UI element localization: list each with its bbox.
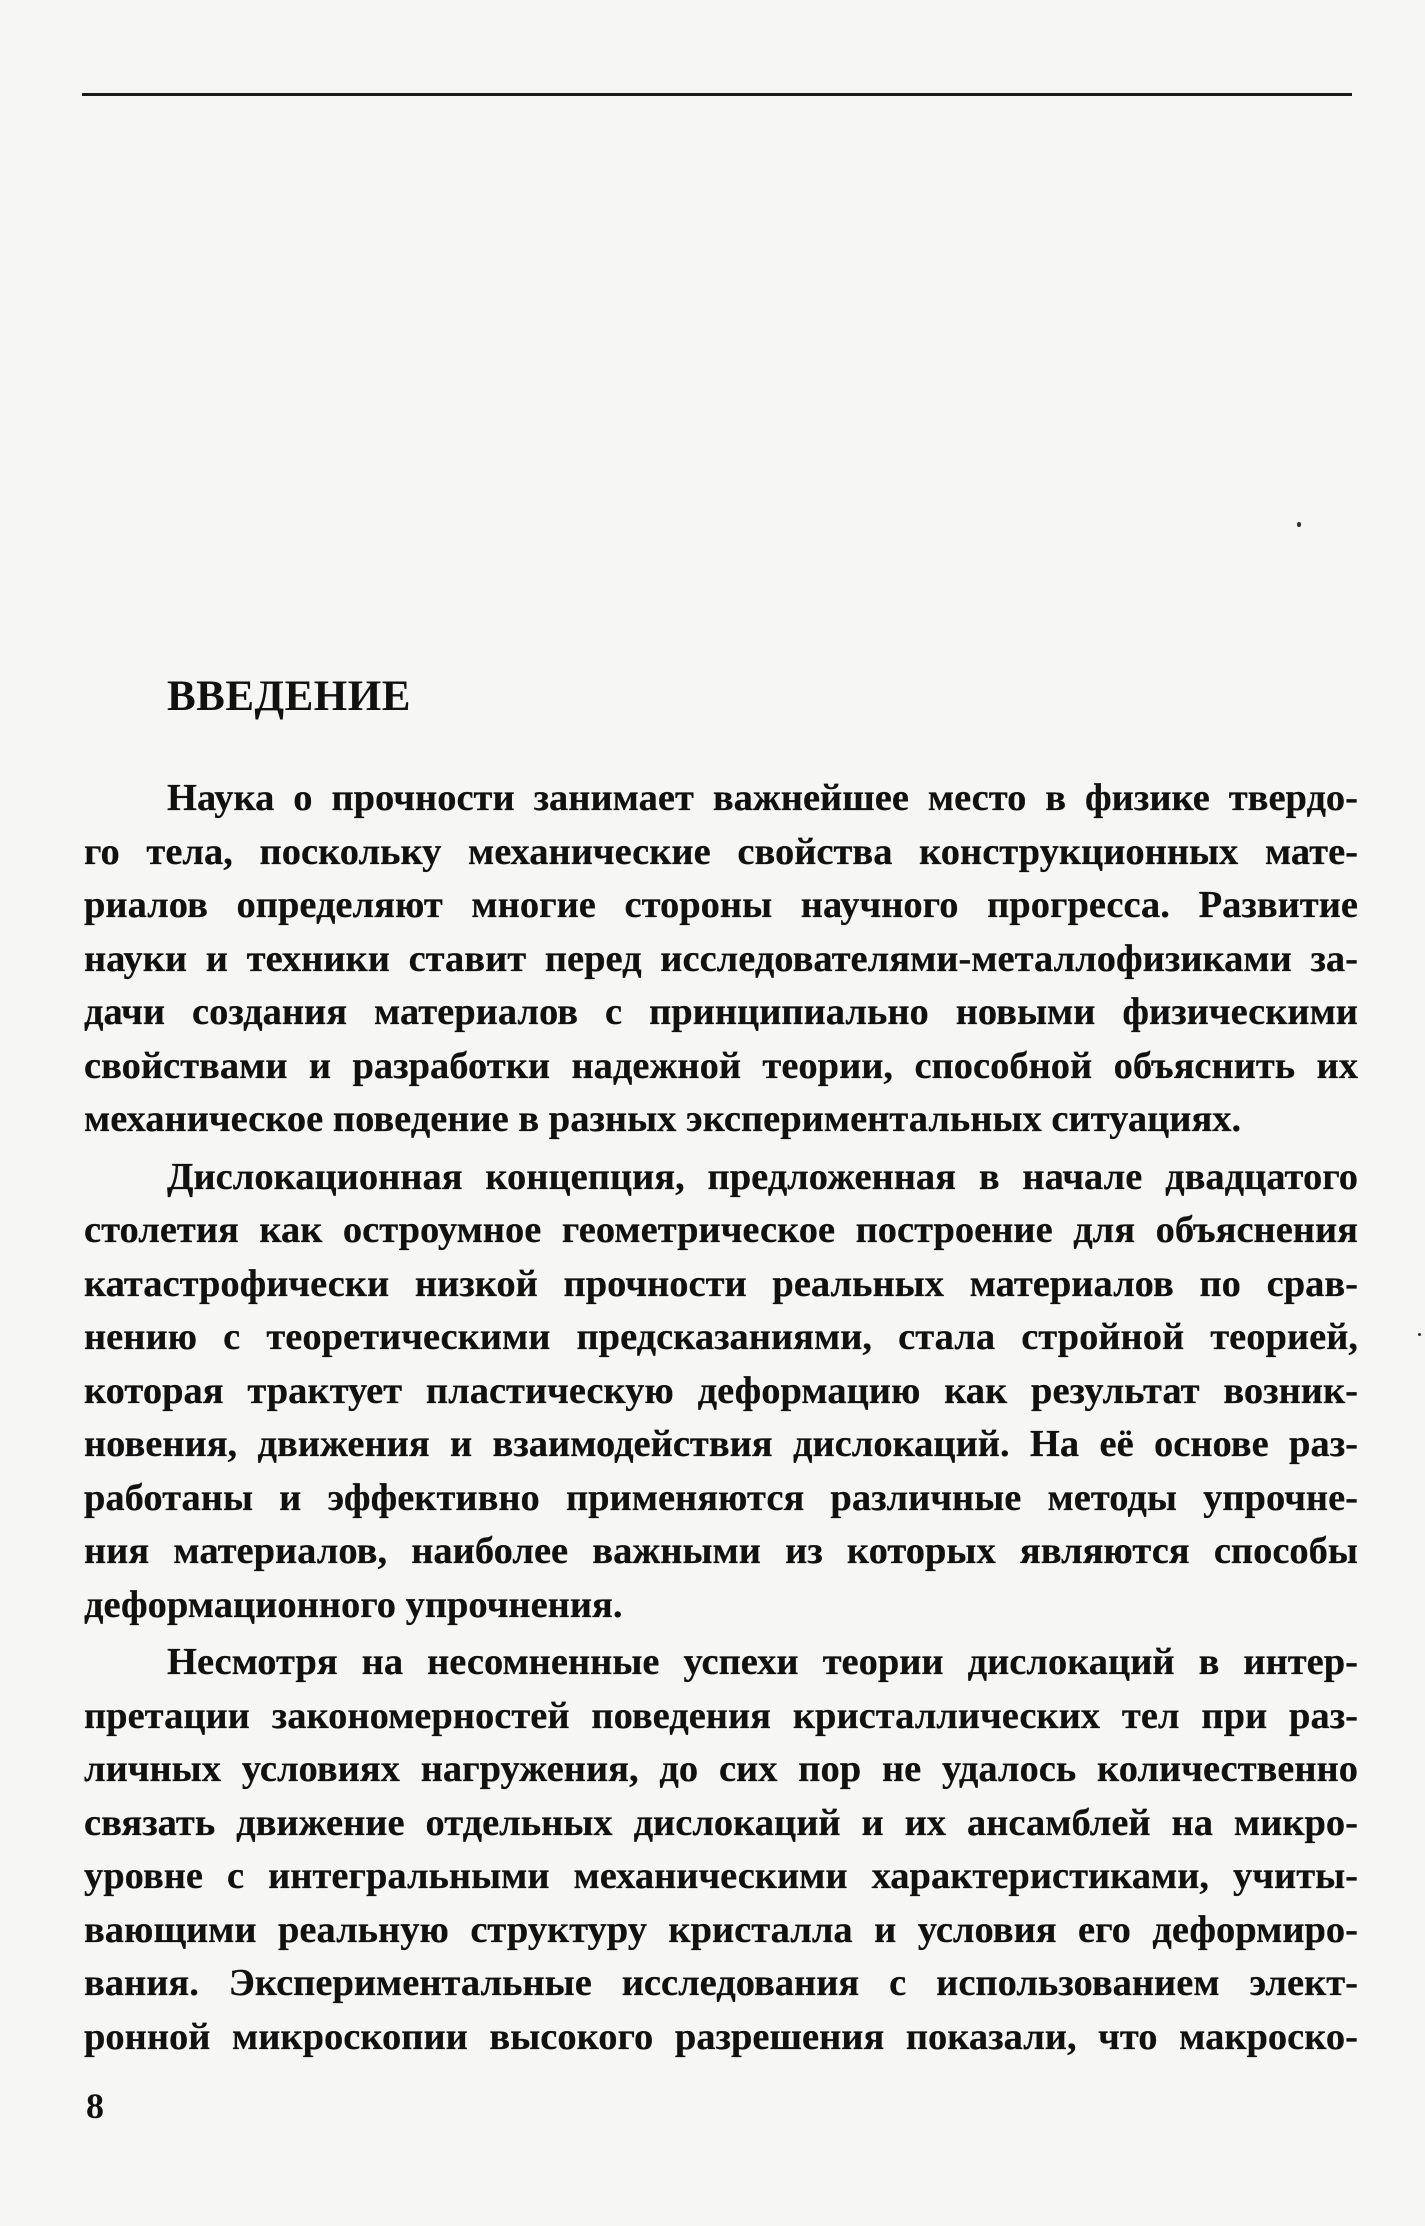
text-line: го тела, поскольку механические свойства конструкционных мате- — [84, 830, 1358, 873]
text-line: Дислокационная концепция, предложенная в начале двадцатого — [167, 1155, 1358, 1198]
text-line: механическое поведение в разных экспериментальных ситуациях. — [84, 1098, 1242, 1140]
text-line: катастрофически низкой прочности реальных материалов по срав- — [84, 1262, 1358, 1305]
text-line: работаны и эффективно применяются различные методы упрочне- — [84, 1476, 1358, 1519]
text-line: новения, движения и взаимодействия дислокаций. На её основе раз- — [84, 1423, 1358, 1465]
top-rule — [82, 93, 1352, 96]
text-line: Несмотря на несомненные успехи теории дислокаций в интер- — [167, 1641, 1358, 1683]
text-line: Наука о прочности занимает важнейшее место в физике твердо- — [167, 777, 1358, 819]
scan-speck — [1418, 1333, 1421, 1336]
text-line: ния материалов, наиболее важными из которых являются способы — [84, 1530, 1358, 1572]
section-heading: ВВЕДЕНИЕ — [167, 673, 411, 720]
text-line: деформационного упрочнения. — [84, 1583, 623, 1626]
text-line: свойствами и разработки надежной теории, способной объяснить их — [84, 1044, 1358, 1087]
text-line: личных условиях нагружения, до сих пор не удалось количественно — [84, 1748, 1358, 1790]
text-line: ронной микроскопии высокого разрешения показали, что макроско- — [84, 2015, 1358, 2058]
paragraph — [84, 1151, 1358, 1633]
text-line: которая трактует пластическую деформацию как результат возник- — [84, 1369, 1358, 1412]
paragraph — [84, 1636, 1358, 2064]
text-line: нению с теоретическими предсказаниями, стала стройной теорией, — [84, 1316, 1358, 1358]
text-line: вания. Экспериментальные исследования с использованием элект- — [84, 1962, 1358, 2004]
text-line: уровне с интегральными механическими характеристиками, учиты- — [84, 1855, 1358, 1897]
text-line: науки и техники ставит перед исследователями-металлофизиками за- — [84, 937, 1358, 980]
text-line: дачи создания материалов с принципиально новыми физическими — [84, 991, 1358, 1033]
text-line: риалов определяют многие стороны научного прогресса. Развитие — [84, 884, 1358, 926]
body-text — [84, 772, 1358, 2068]
paragraph — [84, 772, 1358, 1147]
text-line: столетия как остроумное геометрическое построение для объяснения — [84, 1209, 1358, 1251]
page-number: 8 — [86, 2086, 104, 2126]
scan-speck — [1297, 522, 1301, 527]
text-line: вающими реальную структуру кристалла и условия его деформиро- — [84, 1908, 1358, 1951]
text-line: связать движение отдельных дислокаций и их ансамблей на микро- — [84, 1801, 1358, 1844]
text-line: претации закономерностей поведения кристаллических тел при раз- — [84, 1694, 1358, 1737]
